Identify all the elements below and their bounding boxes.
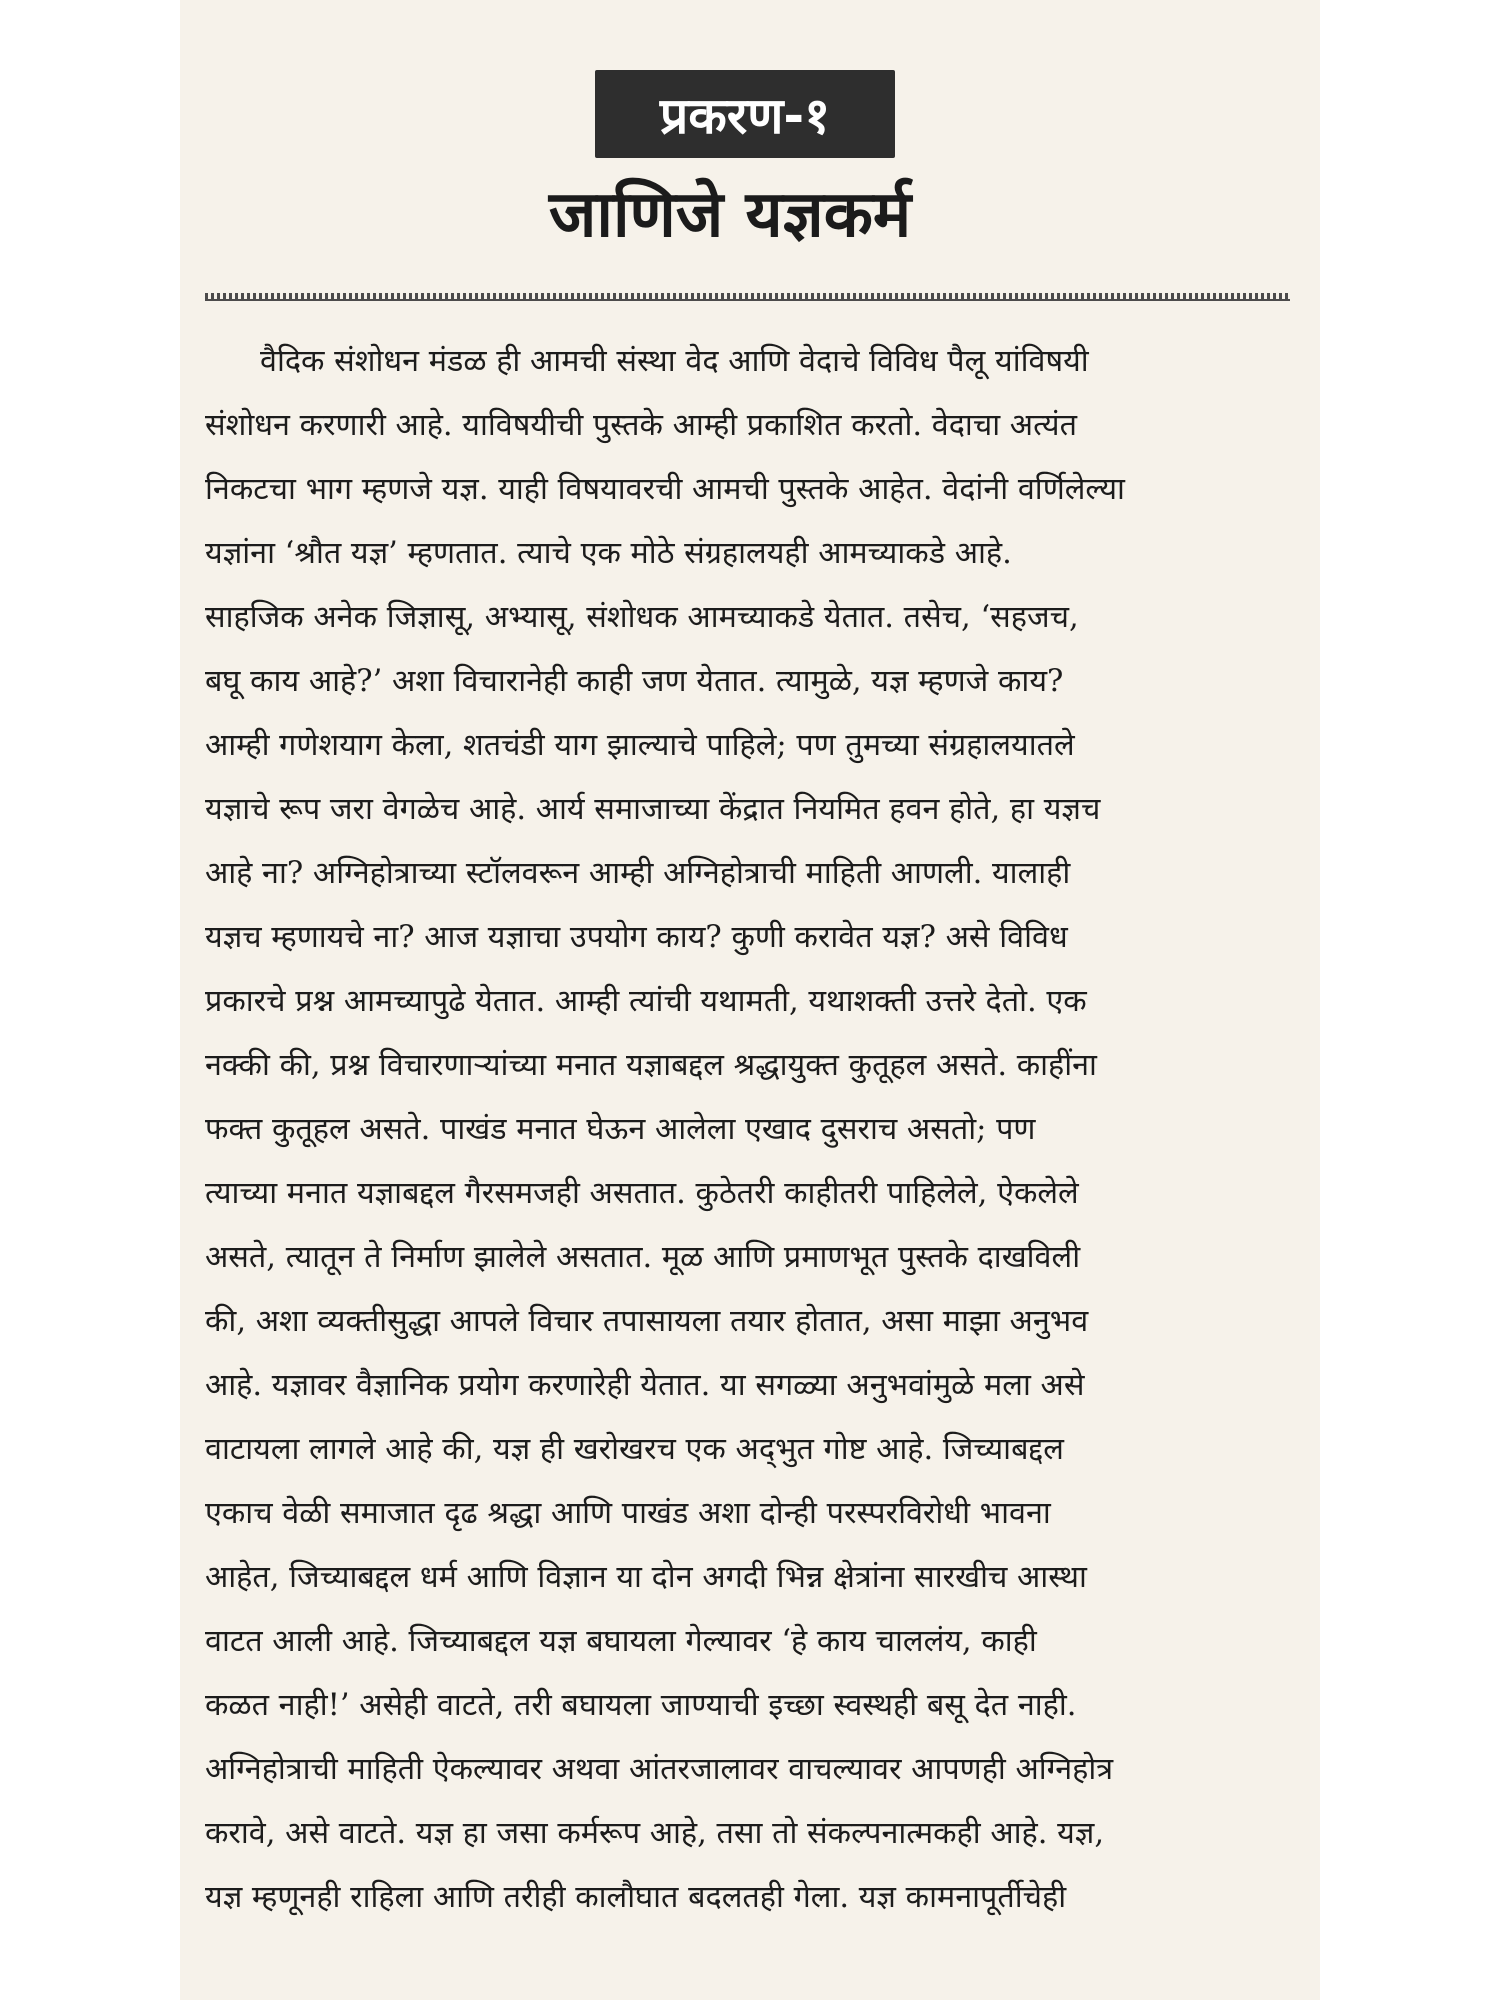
text-line: अग्निहोत्राची माहिती ऐकल्यावर अथवा आंतरजालावर वाचल्यावर आपणही अग्निहोत्र [205, 1752, 1114, 1787]
text-line: प्रकारचे प्रश्न आमच्यापुढे येतात. आम्ही त्यांची यथामती, यथाशक्ती उत्तरे देतो. एक [205, 984, 1087, 1019]
text-line: एकाच वेळी समाजात दृढ श्रद्धा आणि पाखंड अशा दोन्ही परस्परविरोधी भावना [205, 1496, 1051, 1531]
text-line: आहेत, जिच्याबद्दल धर्म आणि विज्ञान या दोन अगदी भिन्न क्षेत्रांना सारखीच आस्था [205, 1560, 1087, 1595]
text-line: निकटचा भाग म्हणजे यज्ञ. याही विषयावरची आमची पुस्तके आहेत. वेदांनी वर्णिलेल्या [205, 472, 1125, 507]
book-page [180, 0, 1320, 2000]
text-line: यज्ञच म्हणायचे ना? आज यज्ञाचा उपयोग काय? कुणी करावेत यज्ञ? असे विविध [205, 920, 1068, 955]
text-line: वैदिक संशोधन मंडळ ही आमची संस्था वेद आणि वेदाचे विविध पैलू यांविषयी [260, 344, 1089, 379]
text-line: वाटत आली आहे. जिच्याबद्दल यज्ञ बघायला गेल्यावर ‘हे काय चाललंय, काही [205, 1624, 1037, 1659]
chapter-title: जाणिजे यज्ञकर्म [548, 178, 912, 252]
text-line: यज्ञाचे रूप जरा वेगळेच आहे. आर्य समाजाच्या केंद्रात नियमित हवन होते, हा यज्ञच [205, 792, 1101, 827]
decorative-divider [205, 293, 1290, 301]
text-line: कळत नाही!’ असेही वाटते, तरी बघायला जाण्याची इच्छा स्वस्थही बसू देत नाही. [205, 1688, 1077, 1723]
text-line: नक्की की, प्रश्न विचारणाऱ्यांच्या मनात यज्ञाबद्दल श्रद्धायुक्त कुतूहल असते. काहींना [205, 1048, 1097, 1083]
text-line: यज्ञांना ‘श्रौत यज्ञ’ म्हणतात. त्याचे एक मोठे संग्रहालयही आमच्याकडे आहे. [205, 536, 1012, 571]
chapter-label: प्रकरण-१ [595, 70, 895, 158]
text-line: साहजिक अनेक जिज्ञासू, अभ्यासू, संशोधक आमच्याकडे येतात. तसेच, ‘सहजच, [205, 600, 1079, 635]
text-line: फक्त कुतूहल असते. पाखंड मनात घेऊन आलेला एखाद दुसराच असतो; पण [205, 1112, 1036, 1147]
text-line: यज्ञ म्हणूनही राहिला आणि तरीही कालौघात बदलतही गेला. यज्ञ कामनापूर्तीचेही [205, 1880, 1067, 1915]
text-line: वाटायला लागले आहे की, यज्ञ ही खरोखरच एक अद्‌भुत गोष्ट आहे. जिच्याबद्दल [205, 1432, 1064, 1467]
text-line: आहे. यज्ञावर वैज्ञानिक प्रयोग करणारेही येतात. या सगळ्या अनुभवांमुळे मला असे [205, 1368, 1085, 1403]
text-line: बघू काय आहे?’ अशा विचारानेही काही जण येतात. त्यामुळे, यज्ञ म्हणजे काय? [205, 664, 1064, 699]
text-line: संशोधन करणारी आहे. याविषयीची पुस्तके आम्ही प्रकाशित करतो. वेदाचा अत्यंत [205, 408, 1078, 443]
body-text [205, 330, 1290, 1930]
text-line: त्याच्या मनात यज्ञाबद्दल गैरसमजही असतात. कुठेतरी काहीतरी पाहिलेले, ऐकलेले [205, 1176, 1079, 1211]
text-line: असते, त्यातून ते निर्माण झालेले असतात. मूळ आणि प्रमाणभूत पुस्तके दाखविली [205, 1240, 1081, 1275]
text-line: करावे, असे वाटते. यज्ञ हा जसा कर्मरूप आहे, तसा तो संकल्पनात्मकही आहे. यज्ञ, [205, 1816, 1105, 1851]
text-line: आहे ना? अग्निहोत्राच्या स्टॉलवरून आम्ही अग्निहोत्राची माहिती आणली. यालाही [205, 856, 1071, 891]
text-line: आम्ही गणेशयाग केला, शतचंडी याग झाल्याचे पाहिले; पण तुमच्या संग्रहालयातले [205, 728, 1075, 763]
text-line: की, अशा व्यक्तीसुद्धा आपले विचार तपासायला तयार होतात, असा माझा अनुभव [205, 1304, 1089, 1339]
